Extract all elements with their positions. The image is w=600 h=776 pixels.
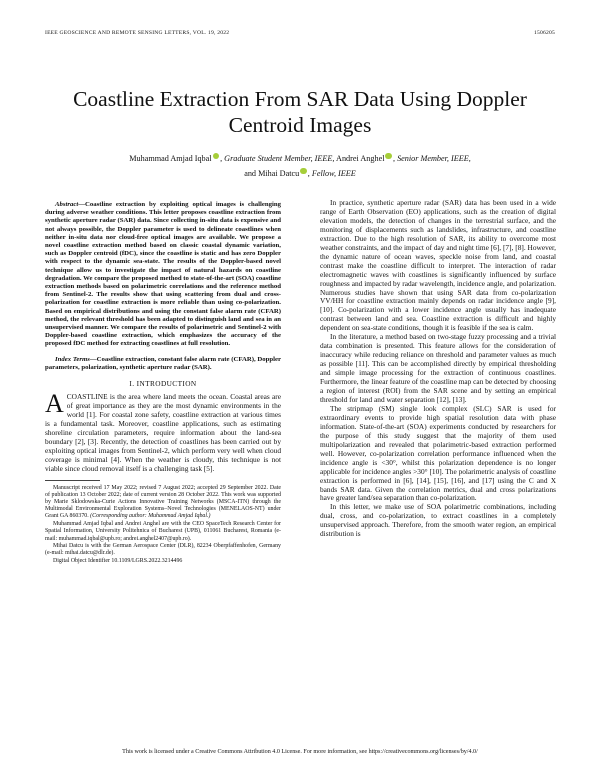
- abstract: [45, 199, 281, 349]
- intro-text: COASTLINE is the area where land meets the ocean. Coastal areas are of great importance as they are the most dynamic environments in the world [1]. For coastal zone safety, coastline extraction at various times is a fundamental task. Moreover, coastline applications, such as estimating shoreline circulation parameters, require information about the land-sea boundary [2], [3]. Recently, the detection of coastlines has been carried out by exploiting optical images from Sentinel-2, which perform very well when cloud coverage is minimal [4]. When the weather is cloudy, this technique is not viable since cloud removal itself is a challenging task [5].: [45, 392, 281, 473]
- abstract-lead: Abstract: [55, 201, 79, 208]
- index-terms-text: —Coastline extraction, constant false alarm rate (CFAR), Doppler parameters, polarization, synthetic aperture radar (SAR).: [45, 355, 281, 371]
- running-header-journal: IEEE GEOSCIENCE AND REMOTE SENSING LETTERS, VOL. 19, 2022: [45, 30, 230, 36]
- author-role: Fellow, IEEE: [311, 169, 356, 178]
- author-name: Muhammad Amjad Iqbal: [129, 154, 212, 163]
- orcid-icon[interactable]: [213, 153, 220, 160]
- footnote-affiliation: Muhammad Amjad Iqbal and Andrei Anghel are with the CEO SpaceTech Research Center for Spatial Information, University Politehnica of Bucharest (UPB), 011061 Bucharest, Romania (e-mail: muhammad.iqbal@upb.ro; andrei.anghel2407@upb.ro).: [45, 521, 281, 542]
- body-paragraph: In the literature, a method based on two-stage fuzzy processing and a trivial data combination is presented. This feature allows for the consideration of inaccuracy while reducing reliance on threshold and parameter values as much as possible [11]. This can be accomplished directly by empirical thresholding and simple image processing for the extraction of continuous coastlines. Furthermore, the linear feature of the coastline map can be detected by choosing a region of interest (ROI) from the SAR scene and by setting an empirical threshold for land and water separation [12], [13].: [320, 332, 556, 404]
- footnote-affiliation: Mihai Datcu is with the German Aerospace Center (DLR), 82234 Oberpfaffenhofen, Germany (e-mail: mihai.datcu@dlr.de).: [45, 543, 281, 557]
- author-joiner: and: [244, 169, 257, 178]
- right-column: [320, 199, 556, 539]
- orcid-icon[interactable]: [385, 153, 392, 160]
- author-name: Mihai Datcu: [258, 169, 300, 178]
- corresponding-author: (Corresponding author: Muhammad Amjad Iqbal.): [90, 513, 211, 520]
- body-paragraph: In this letter, we make use of SOA polarimetric combinations, including dual, cross, and co-polarization, to extract coastlines in a completely unsupervised approach. Therefore, from the smooth water region, an empirical distribution is: [320, 502, 556, 539]
- index-terms-lead: Index Terms: [55, 355, 90, 363]
- author-list: Muhammad Amjad Iqbal , Graduate Student Member, IEEE, Andrei Anghel , Senior Member, IEEE, and Mihai Datcu , Fellow, IEEE: [129, 154, 471, 178]
- author-name: Andrei Anghel: [336, 154, 385, 163]
- footnote-doi: Digital Object Identifier 10.1109/LGRS.2022.3214496: [53, 558, 183, 565]
- left-column: [45, 199, 281, 566]
- paper-title: Coastline Extraction From SAR Data Using Doppler Centroid Images: [73, 87, 527, 137]
- author-role: Graduate Student Member, IEEE: [224, 154, 333, 163]
- abstract-text: —Coastline extraction by exploiting optical images is challenging during adverse weather conditions. This letter proposes coastline extraction from synthetic aperture radar (SAR) data. Since collecting in-situ data is expensive and not always possible, the Doppler parameter is used to delineate coastlines when neither in-situ data nor cloud-free optical images are available. We propose a novel coastline extraction method based on classic coastal dynamic variation, such as Doppler centroid (fDC), since the coastline is static and has zero Doppler with respect to the dynamic sea-state. The results of the Doppler-based novel technique allow us to investigate the impact of natural hazards on coastline degradation. We compare the proposed method to state-of-the-art (SOA) coastline extraction methods based on polarimetric correlations and the reference method from Sentinel-2. The results show that using scattering from dual and cross-polarization for coastline extraction is more reliable than using co-polarization. Based on empirical distributions and using the constant false alarm rate (CFAR) method, the relevant threshold has been adapted to distinguish land and sea in an unsupervised manner. We compare the results of polarimetric and Sentinel-2 with Doppler-based coastline extraction, which emphasizes the accuracy of the proposed fDC method for extracting coastlines at full resolution.: [45, 201, 281, 348]
- section-heading: I. INTRODUCTION: [129, 379, 197, 389]
- footnote-received: Manuscript received 17 May 2022; revised 7 August 2022; accepted 29 September 2022. Date of publication 13 October 2022; date of current version 28 October 2022. This work was supported by Marie Sklodowska-Curie Actions Innovative Training Networks (MSCA-ITN) through the Multimodal Environmental Exploration Systems–Novel Technologies (MENELAOS-NT) under Grant GA 860370. (Corresponding author: Muhammad Amjad Iqbal.): [45, 484, 281, 520]
- body-paragraph: In practice, synthetic aperture radar (SAR) data has been used in a wide range of Earth Observation (EO) applications, such as the creation of digital elevation models, the detection of changes in the terrestrial surface, and the monitoring of displacements such as landslides, infrastructure, and coastline extraction. Due to the high resolution of SAR, its ability to overcome most weather constraints, and the impact of day and night time [6], [7], [8]. However, the dynamic nature of ocean waves, speckle noise from land, and coastal contrast make the coastline difficult to interpret. The interaction of radar electromagnetic waves with coastlines is significantly influenced by surface roughness and impacted by radar wavelength, incidence angle, and polarization. Numerous studies have shown that using SAR data from co-polarization VV/HH for coastline extraction mainly depends on radar incidence angle [9], [10]. Co-polarization with a lower incidence angle usually has inadequate contrast between land and sea. Coastline extraction is difficult and highly dependent on sea-state conditions, though it is feasible if the sea is calm.: [320, 198, 556, 333]
- body-paragraph: The stripmap (SM) single look complex (SLC) SAR is used for extraordinary events to provide high spatial resolution data with phase information. State-of-the-art (SOA) experiments conducted by researchers for the purpose of this study suggest that the majority of them used multipolarization and revealed that polarimetric-based extraction performed well. However, co-polarization correlation performance influenced when the incidence angle is <30°, whilst this polarization dependence is no longer applicable for incidence angles >30° [10]. The polarimetric analysis of coastline extraction is performed in [6], [14], [15], [16], and [17] using the C and X bands SAR data. Given the correlation metrics, dual and cross polarizations have greater land/sea separation than co-polarization.: [320, 403, 556, 503]
- index-terms: [45, 356, 281, 372]
- license-footer: This work is licensed under a Creative Commons Attribution 4.0 License. For more information, see https://creativecommons.org/licenses/by/4.0/: [122, 749, 478, 755]
- running-header-article-number: 1506205: [534, 30, 555, 36]
- drop-cap: A: [45, 389, 64, 419]
- author-role: Senior Member, IEEE: [397, 154, 469, 163]
- footnote-divider: [45, 480, 100, 481]
- intro-paragraph: [45, 389, 281, 474]
- orcid-icon[interactable]: [300, 168, 307, 175]
